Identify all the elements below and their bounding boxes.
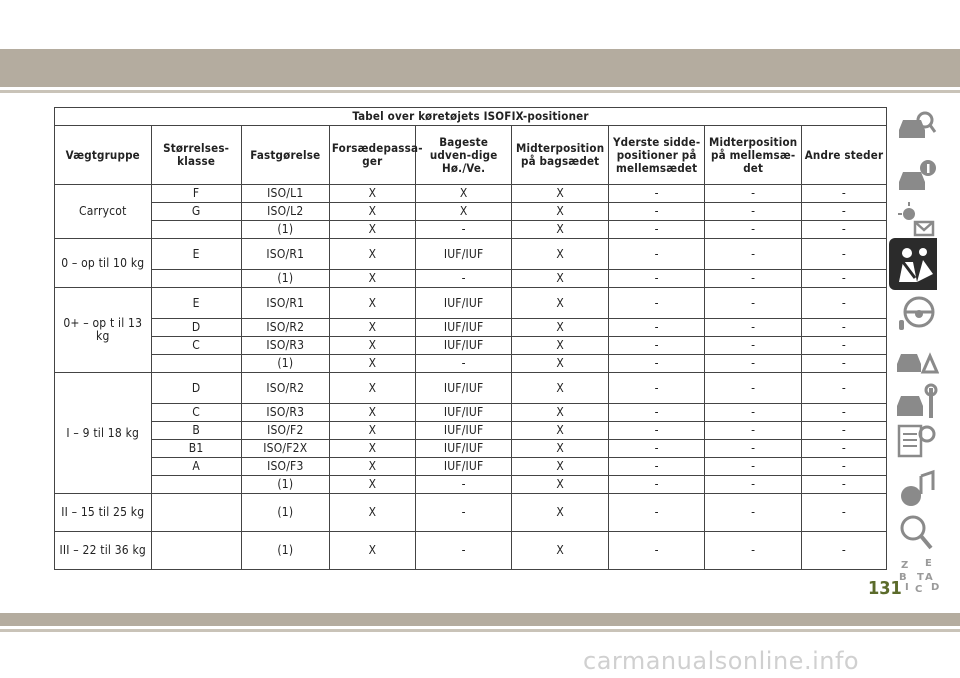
position-cell: -: [801, 532, 886, 570]
size-class-cell: G: [151, 203, 241, 221]
position-cell: -: [608, 494, 705, 532]
table-row: [55, 404, 887, 422]
position-cell: X: [512, 337, 609, 355]
position-cell: X: [415, 185, 512, 203]
specifications-gear-icon: [895, 420, 939, 462]
position-cell: -: [801, 440, 886, 458]
col-header: Bageste udven-dige Hø./Ve.: [415, 126, 512, 185]
table-row: [55, 440, 887, 458]
multimedia-music-icon: [895, 468, 939, 510]
table-row: [55, 221, 887, 239]
car-magnifier-icon: [895, 106, 939, 148]
position-cell: -: [705, 458, 802, 476]
position-cell: -: [801, 337, 886, 355]
position-cell: -: [801, 355, 886, 373]
size-class-cell: [151, 494, 241, 532]
position-cell: -: [801, 203, 886, 221]
position-cell: -: [608, 373, 705, 404]
warning-light-envelope-icon: [895, 200, 939, 242]
position-cell: -: [608, 185, 705, 203]
position-cell: X: [329, 440, 415, 458]
position-cell: X: [512, 288, 609, 319]
position-cell: -: [608, 440, 705, 458]
position-cell: IUF/IUF: [415, 337, 512, 355]
top-band: [0, 49, 960, 87]
position-cell: IUF/IUF: [415, 458, 512, 476]
position-cell: -: [705, 337, 802, 355]
position-cell: -: [705, 203, 802, 221]
position-cell: X: [512, 440, 609, 458]
position-cell: X: [329, 373, 415, 404]
table-row: [55, 288, 887, 319]
car-info-icon: [895, 156, 939, 198]
position-cell: -: [705, 404, 802, 422]
table-row: [55, 185, 887, 203]
index-letter: D: [931, 582, 939, 593]
position-cell: -: [415, 221, 512, 239]
fixture-cell: (1): [241, 532, 329, 570]
fixture-cell: ISO/R2: [241, 373, 329, 404]
position-cell: -: [415, 476, 512, 494]
col-header: Fastgørelse: [241, 126, 329, 185]
position-cell: X: [512, 458, 609, 476]
fixture-cell: ISO/F3: [241, 458, 329, 476]
position-cell: X: [512, 203, 609, 221]
position-cell: -: [608, 422, 705, 440]
position-cell: -: [801, 239, 886, 270]
position-cell: X: [329, 458, 415, 476]
position-cell: -: [415, 355, 512, 373]
size-class-cell: C: [151, 404, 241, 422]
position-cell: IUF/IUF: [415, 288, 512, 319]
watermark: carmanualsonline.info: [583, 647, 860, 675]
weight-group-cell: II – 15 til 25 kg: [55, 494, 152, 532]
position-cell: X: [329, 270, 415, 288]
seat-belt-airbag-icon: [895, 244, 939, 286]
position-cell: -: [608, 221, 705, 239]
table-row: [55, 532, 887, 570]
fixture-cell: ISO/R1: [241, 288, 329, 319]
page-number: 131: [868, 578, 902, 599]
weight-group-cell: 0+ – op t il 13 kg: [55, 288, 152, 373]
position-cell: X: [329, 203, 415, 221]
size-class-cell: F: [151, 185, 241, 203]
position-cell: X: [329, 221, 415, 239]
index-letter: I: [905, 582, 909, 593]
index-letter: C: [915, 584, 923, 595]
position-cell: -: [705, 239, 802, 270]
position-cell: X: [329, 319, 415, 337]
car-breakdown-tab[interactable]: [889, 330, 937, 382]
position-cell: -: [608, 288, 705, 319]
fixture-cell: ISO/R3: [241, 337, 329, 355]
position-cell: -: [608, 355, 705, 373]
position-cell: X: [512, 373, 609, 404]
fixture-cell: (1): [241, 476, 329, 494]
position-cell: X: [512, 422, 609, 440]
col-header: Forsædepassa-ger: [329, 126, 415, 185]
index-letter: E: [925, 558, 932, 569]
position-cell: -: [705, 373, 802, 404]
col-header: Midterposition på bagsædet: [512, 126, 609, 185]
position-cell: -: [801, 185, 886, 203]
size-class-cell: [151, 221, 241, 239]
size-class-cell: [151, 532, 241, 570]
table-row: [55, 355, 887, 373]
position-cell: X: [512, 494, 609, 532]
position-cell: -: [608, 404, 705, 422]
position-cell: X: [329, 239, 415, 270]
position-cell: X: [329, 337, 415, 355]
position-cell: -: [705, 422, 802, 440]
position-cell: -: [705, 185, 802, 203]
position-cell: -: [608, 476, 705, 494]
weight-group-cell: III – 22 til 36 kg: [55, 532, 152, 570]
position-cell: X: [512, 404, 609, 422]
search-icon: [895, 512, 939, 554]
size-class-cell: D: [151, 373, 241, 404]
position-cell: X: [512, 319, 609, 337]
position-cell: X: [512, 221, 609, 239]
position-cell: -: [608, 270, 705, 288]
col-header: Andre steder: [801, 126, 886, 185]
position-cell: -: [705, 270, 802, 288]
fixture-cell: ISO/R3: [241, 404, 329, 422]
table-title: Tabel over køretøjets ISOFIX-positioner: [55, 108, 887, 126]
table-row: [55, 337, 887, 355]
weight-group-cell: 0 – op til 10 kg: [55, 239, 152, 288]
position-cell: -: [608, 337, 705, 355]
position-cell: -: [415, 494, 512, 532]
position-cell: X: [329, 185, 415, 203]
fixture-cell: ISO/L1: [241, 185, 329, 203]
position-cell: -: [801, 404, 886, 422]
position-cell: X: [329, 404, 415, 422]
table-row: [55, 270, 887, 288]
size-class-cell: C: [151, 337, 241, 355]
position-cell: IUF/IUF: [415, 422, 512, 440]
position-cell: X: [329, 288, 415, 319]
position-cell: X: [329, 532, 415, 570]
position-cell: IUF/IUF: [415, 404, 512, 422]
bottom-rule: [0, 629, 960, 632]
size-class-cell: D: [151, 319, 241, 337]
position-cell: IUF/IUF: [415, 239, 512, 270]
fixture-cell: ISO/F2X: [241, 440, 329, 458]
position-cell: -: [705, 319, 802, 337]
position-cell: -: [801, 422, 886, 440]
position-cell: X: [329, 494, 415, 532]
size-class-cell: [151, 355, 241, 373]
fixture-cell: ISO/L2: [241, 203, 329, 221]
size-class-cell: E: [151, 288, 241, 319]
position-cell: -: [415, 270, 512, 288]
table-row: [55, 476, 887, 494]
index-letter: A: [925, 572, 933, 583]
position-cell: -: [705, 440, 802, 458]
index-letter: T: [917, 572, 924, 583]
fixture-cell: ISO/R1: [241, 239, 329, 270]
position-cell: -: [801, 494, 886, 532]
table-row: [55, 494, 887, 532]
size-class-cell: B: [151, 422, 241, 440]
position-cell: X: [512, 185, 609, 203]
fixture-cell: ISO/R2: [241, 319, 329, 337]
table-row: [55, 239, 887, 270]
fixture-cell: (1): [241, 270, 329, 288]
col-header: Midterposition på mellemsæ-det: [705, 126, 802, 185]
fixture-cell: ISO/F2: [241, 422, 329, 440]
col-header: Vægtgruppe: [55, 126, 152, 185]
position-cell: -: [705, 288, 802, 319]
position-cell: -: [801, 476, 886, 494]
position-cell: X: [512, 270, 609, 288]
position-cell: -: [705, 476, 802, 494]
position-cell: X: [512, 476, 609, 494]
weight-group-cell: I – 9 til 18 kg: [55, 373, 152, 494]
position-cell: X: [512, 355, 609, 373]
position-cell: -: [801, 458, 886, 476]
position-cell: X: [512, 532, 609, 570]
position-cell: -: [608, 239, 705, 270]
top-rule: [0, 90, 960, 93]
position-cell: -: [415, 532, 512, 570]
position-cell: X: [512, 239, 609, 270]
table-row: [55, 458, 887, 476]
position-cell: -: [705, 355, 802, 373]
fixture-cell: (1): [241, 494, 329, 532]
fixture-cell: (1): [241, 355, 329, 373]
position-cell: X: [329, 355, 415, 373]
table-row: [55, 203, 887, 221]
position-cell: -: [801, 373, 886, 404]
position-cell: X: [329, 422, 415, 440]
seat-belt-airbag-tab[interactable]: [889, 238, 937, 290]
bottom-band: [0, 613, 960, 626]
size-class-cell: B1: [151, 440, 241, 458]
steering-wheel-icon: [895, 292, 939, 334]
position-cell: X: [329, 476, 415, 494]
isofix-table: [54, 107, 887, 570]
index-letter: Z: [901, 560, 909, 571]
size-class-cell: E: [151, 239, 241, 270]
table-row: [55, 422, 887, 440]
position-cell: X: [415, 203, 512, 221]
specifications-gear-tab[interactable]: [889, 414, 937, 466]
position-cell: -: [801, 221, 886, 239]
fixture-cell: (1): [241, 221, 329, 239]
table-body: [55, 185, 887, 570]
index-letter: B: [899, 572, 907, 583]
weight-group-cell: Carrycot: [55, 185, 152, 239]
position-cell: -: [801, 270, 886, 288]
car-breakdown-icon: [895, 336, 939, 378]
position-cell: -: [608, 203, 705, 221]
size-class-cell: A: [151, 458, 241, 476]
position-cell: IUF/IUF: [415, 373, 512, 404]
position-cell: -: [608, 532, 705, 570]
position-cell: -: [705, 494, 802, 532]
col-header: Yderste sidde-positioner på mellemsædet: [608, 126, 705, 185]
position-cell: IUF/IUF: [415, 440, 512, 458]
col-header: Størrelses-klasse: [151, 126, 241, 185]
position-cell: -: [705, 532, 802, 570]
position-cell: -: [705, 221, 802, 239]
table-row: [55, 373, 887, 404]
position-cell: -: [801, 319, 886, 337]
car-magnifier-tab[interactable]: [889, 100, 937, 152]
size-class-cell: [151, 270, 241, 288]
position-cell: -: [608, 319, 705, 337]
table-row: [55, 319, 887, 337]
size-class-cell: [151, 476, 241, 494]
position-cell: -: [801, 288, 886, 319]
position-cell: -: [608, 458, 705, 476]
position-cell: IUF/IUF: [415, 319, 512, 337]
